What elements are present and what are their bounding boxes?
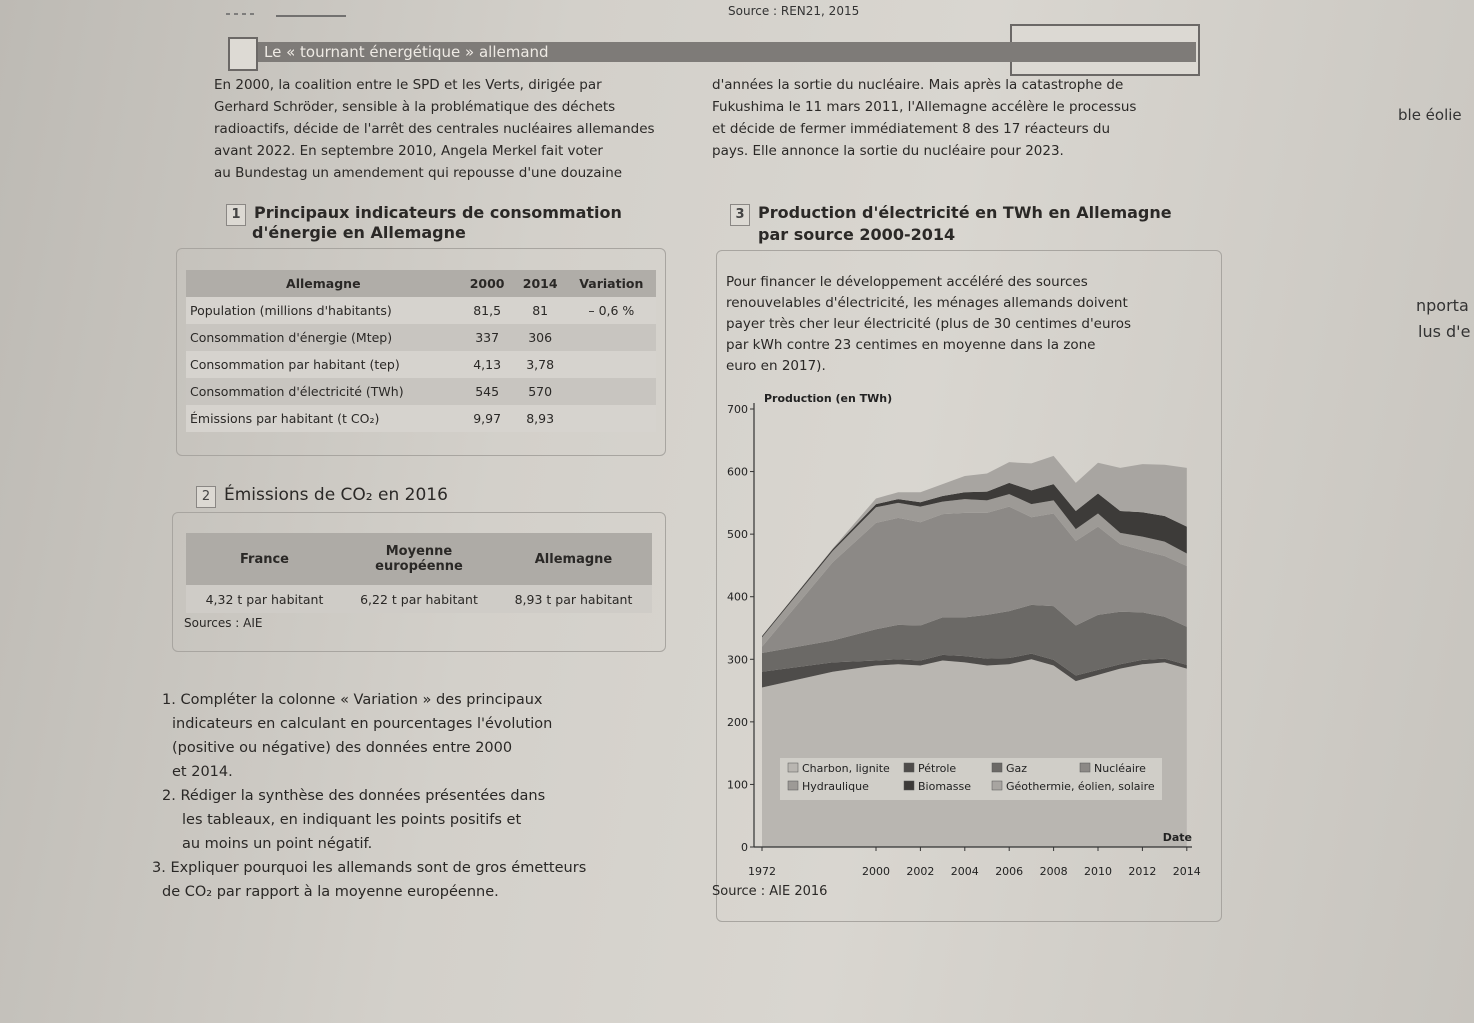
intro-left-column: [214, 74, 655, 184]
intro-left-line: radioactifs, décide de l'arrêt des centrales nucléaires allemandes: [214, 121, 655, 137]
table-cell: 81,5: [461, 297, 514, 324]
doc3-intro-line: renouvelables d'électricité, les ménages allemands doivent: [726, 295, 1128, 311]
table-cell: 81: [514, 297, 567, 324]
cut-text-1: ble éolie: [1398, 106, 1462, 124]
table-header-row: [186, 533, 652, 585]
section-title: Le « tournant énergétique » allemand: [264, 43, 549, 61]
production-chart: [700, 380, 1220, 910]
table-cell: 4,13: [461, 351, 514, 378]
y-tick-label: 400: [727, 590, 748, 604]
x-tick-label: 2008: [1039, 865, 1068, 878]
legend-label: Biomasse: [918, 780, 972, 793]
legend-label: Gaz: [1006, 762, 1028, 775]
y-tick-label: 300: [727, 653, 748, 667]
intro-right-line: d'années la sortie du nucléaire. Mais après la catastrophe de: [712, 77, 1124, 93]
chart-legend: [780, 758, 1162, 800]
table-cell: Consommation par habitant (tep): [186, 351, 461, 378]
table-cell: Population (millions d'habitants): [186, 297, 461, 324]
doc3-title: [730, 202, 1172, 226]
x-axis-title: Date: [1162, 831, 1192, 844]
table-cell: – 0,6 %: [567, 297, 656, 324]
q1-line: 1. Compléter la colonne « Variation » des principaux: [162, 692, 543, 708]
legend-swatch: [992, 781, 1002, 790]
table-header: 2014: [514, 270, 567, 297]
table-cell: 337: [461, 324, 514, 351]
legend-swatch: [788, 763, 798, 772]
intro-right-line: et décide de fermer immédiatement 8 des 17 réacteurs du: [712, 121, 1111, 137]
table-cell: Émissions par habitant (t CO₂): [186, 405, 461, 432]
doc1-title-line1: Principaux indicateurs de consommation: [254, 203, 622, 222]
area-series-0: [762, 659, 1187, 847]
doc3-intro-line: euro en 2017).: [726, 358, 826, 374]
table-header: 2000: [461, 270, 514, 297]
y-tick-label: 700: [727, 403, 748, 416]
cut-text-3: lus d'e: [1418, 322, 1471, 341]
intro-left-line: Gerhard Schröder, sensible à la problématique des déchets: [214, 99, 616, 115]
questions-block: [146, 688, 586, 904]
table-row: [186, 585, 652, 613]
y-tick-label: 100: [727, 778, 748, 792]
doc3-title-line2: par source 2000-2014: [758, 225, 956, 244]
table-cell: [567, 351, 656, 378]
table-cell: Consommation d'énergie (Mtep): [186, 324, 461, 351]
table-cell: [567, 378, 656, 405]
y-tick-label: 500: [727, 528, 748, 542]
q1-line: indicateurs en calculant en pourcentages l'évolution: [172, 716, 553, 732]
x-tick-label: 2002: [906, 865, 935, 878]
x-tick-label: 1972: [748, 865, 776, 878]
table-cell: [567, 405, 656, 432]
table-cell: 6,22 t par habitant: [343, 585, 495, 613]
intro-left-line: au Bundestag un amendement qui repousse d'une douzaine: [214, 165, 623, 181]
table-row: [186, 324, 656, 351]
table-header: Variation: [567, 270, 656, 297]
intro-right-line: Fukushima le 11 mars 2011, l'Allemagne accélère le processus: [712, 99, 1137, 115]
y-tick-label: 200: [727, 715, 748, 729]
q1-line: et 2014.: [172, 764, 233, 780]
table-cell: 545: [461, 378, 514, 405]
table-cell: [567, 324, 656, 351]
table-cell: 4,32 t par habitant: [186, 585, 343, 613]
intro-left-line: En 2000, la coalition entre le SPD et les Verts, dirigée par: [214, 77, 602, 93]
table-header: Allemagne: [495, 533, 652, 585]
table-cell: 570: [514, 378, 567, 405]
table-cell: 8,93 t par habitant: [495, 585, 652, 613]
legend-swatch: [904, 781, 914, 790]
indicators-table: [186, 270, 656, 432]
x-tick-label: 2014: [1172, 865, 1201, 878]
legend-label: Géothermie, éolien, solaire: [1006, 780, 1155, 793]
intro-left-line: avant 2022. En septembre 2010, Angela Merkel fait voter: [214, 143, 603, 159]
x-tick-label: 2010: [1084, 865, 1112, 878]
doc3-intro-line: par kWh contre 23 centimes en moyenne dans la zone: [726, 337, 1096, 353]
q3-line: de CO₂ par rapport à la moyenne européenne.: [162, 884, 499, 900]
x-tick-label: 2012: [1128, 865, 1157, 878]
table-row: [186, 378, 656, 405]
x-tick-label: 2000: [862, 865, 890, 878]
table-header: France: [186, 533, 343, 585]
legend-label: Hydraulique: [802, 780, 869, 793]
legend-swatch: [904, 763, 914, 772]
y-tick-label: 600: [727, 465, 748, 479]
doc3-intro: [726, 272, 1131, 377]
legend-label: Pétrole: [918, 762, 957, 775]
doc3-number: 3: [730, 204, 750, 226]
table-header-row: [186, 270, 656, 297]
title-marker-box: [228, 37, 258, 71]
legend-swatch: [1080, 763, 1090, 772]
doc1-number: 1: [226, 204, 246, 226]
doc2-title-text: Émissions de CO₂ en 2016: [224, 485, 448, 505]
doc2-sources: Sources : AIE: [184, 616, 263, 630]
legend-label: Nucléaire: [1094, 762, 1146, 775]
table-row: [186, 351, 656, 378]
doc3-intro-line: payer très cher leur électricité (plus de 30 centimes d'euros: [726, 316, 1132, 332]
y-axis-title: Production (en TWh): [764, 392, 893, 405]
doc2-title: [196, 484, 448, 508]
doc2-number: 2: [196, 486, 216, 508]
intro-right-line: pays. Elle annonce la sortie du nucléaire pour 2023.: [712, 143, 1064, 159]
q2-line: au moins un point négatif.: [182, 836, 373, 852]
cut-text-2: nporta: [1416, 296, 1469, 315]
legend-swatch: [788, 781, 798, 790]
source-top: Source : REN21, 2015: [728, 4, 860, 18]
q2-line: les tableaux, en indiquant les points positifs et: [182, 812, 522, 828]
legend-swatch: [992, 763, 1002, 772]
decorative-dashes: [226, 8, 346, 18]
table-cell: 9,97: [461, 405, 514, 432]
doc3-title-line1: Production d'électricité en TWh en Allemagne: [758, 203, 1172, 222]
table-header: Moyenne européenne: [343, 533, 495, 585]
q1-line: (positive ou négative) des données entre 2000: [172, 740, 513, 756]
legend-label: Charbon, lignite: [802, 762, 890, 775]
table-cell: 306: [514, 324, 567, 351]
table-cell: 8,93: [514, 405, 567, 432]
table-header: Allemagne: [186, 270, 461, 297]
q3-line: 3. Expliquer pourquoi les allemands sont de gros émetteurs: [152, 860, 587, 876]
table-row: [186, 297, 656, 324]
doc1-title-line2: d'énergie en Allemagne: [252, 223, 466, 242]
emissions-table: [186, 533, 652, 613]
doc3-source: Source : AIE 2016: [712, 884, 828, 899]
table-cell: Consommation d'électricité (TWh): [186, 378, 461, 405]
q2-line: 2. Rédiger la synthèse des données présentées dans: [162, 788, 546, 804]
table-cell: 3,78: [514, 351, 567, 378]
table-row: [186, 405, 656, 432]
x-tick-label: 2006: [995, 865, 1024, 878]
intro-right-column: [712, 74, 1136, 162]
doc3-intro-line: Pour financer le développement accéléré des sources: [726, 274, 1088, 290]
x-tick-label: 2004: [950, 865, 979, 878]
y-tick-label: 0: [741, 841, 748, 854]
section-title-bar: [228, 42, 1196, 62]
